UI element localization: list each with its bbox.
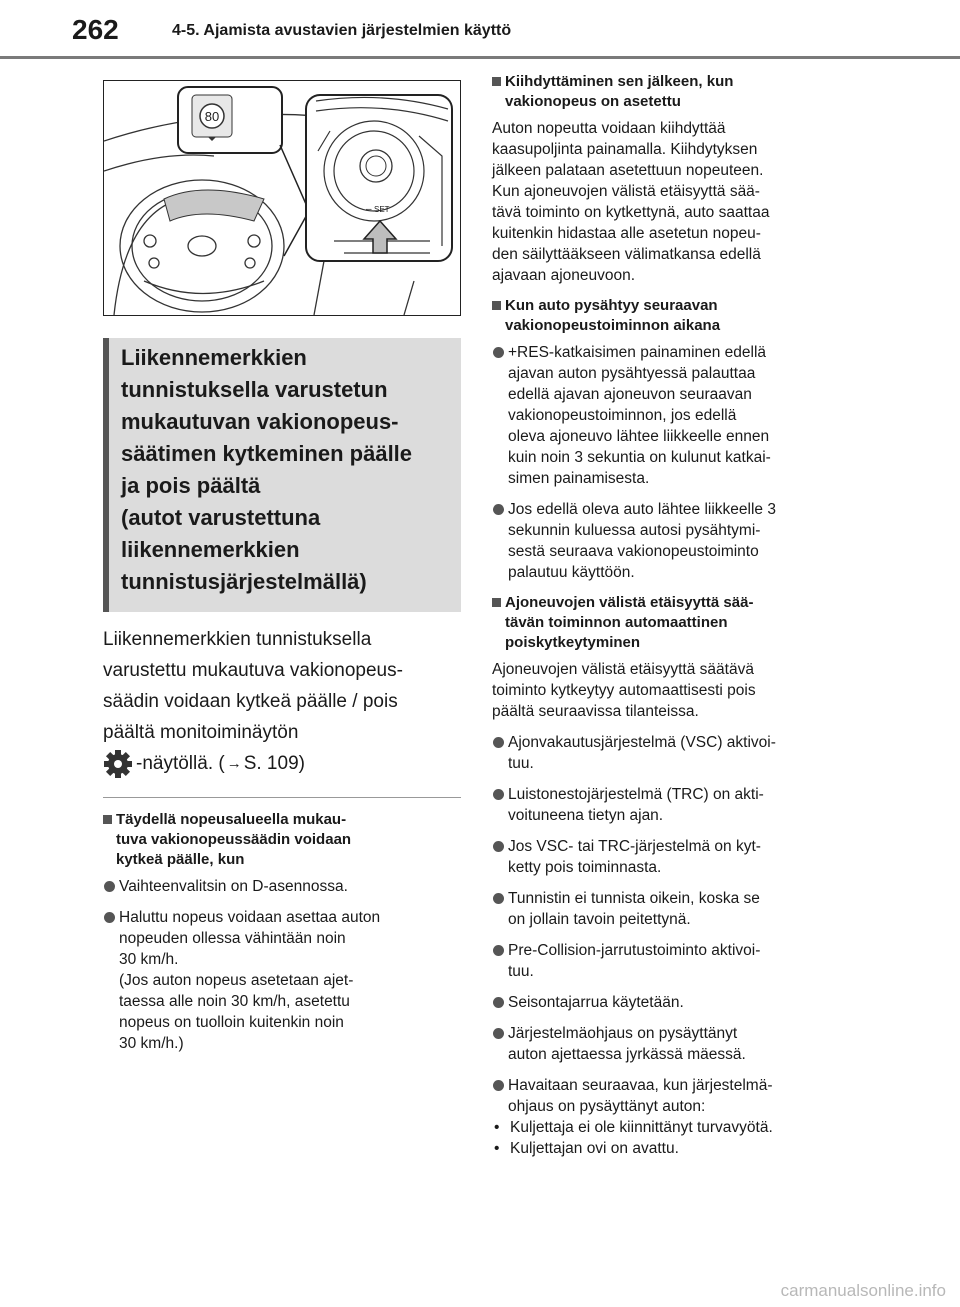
round-bullet-icon <box>493 789 504 800</box>
heading-line: mukautuvan vakionopeus- <box>121 409 399 434</box>
list-item-text: taessa alle noin 30 km/h, asetettu <box>119 993 350 1010</box>
dot-marker: • <box>494 1119 500 1136</box>
round-bullet-icon <box>493 1028 504 1039</box>
dashboard-illustration <box>103 80 461 316</box>
set-minus: – <box>366 204 372 215</box>
paragraph-line: päältä seuraavissa tilanteissa. <box>492 703 699 720</box>
paragraph-line: Kun ajoneuvojen välistä etäisyyttä sää- <box>492 183 760 200</box>
list-item-text: vakionopeustoiminnon, jos edellä <box>508 407 737 424</box>
list-item-text: ohjaus on pysäyttänyt auton: <box>508 1098 706 1115</box>
heading-text: Kun auto pysähtyy seuraavan <box>505 297 718 314</box>
list-item <box>492 992 852 1013</box>
speed-value: 80 <box>204 109 220 124</box>
heading-text: Ajoneuvojen välistä etäisyyttä sää- <box>505 594 754 611</box>
round-bullet-icon <box>493 893 504 904</box>
list-item <box>492 342 852 489</box>
intro-line: varustettu mukautuva vakionopeus- <box>103 660 403 681</box>
paragraph-line: Auton nopeutta voidaan kiihdyttää <box>492 120 726 137</box>
section-title: 4-5. Ajamista avustavien järjestelmien käyttö <box>172 22 512 39</box>
list-item-text: Tunnistin ei tunnista oikein, koska se <box>508 890 760 907</box>
list-item-text: (Jos auton nopeus asetetaan ajet- <box>119 972 354 989</box>
arrow-icon: → <box>226 755 242 772</box>
round-bullet-icon <box>493 347 504 358</box>
section-divider <box>103 797 461 798</box>
sub-list-item-text: Kuljettajan ovi on avattu. <box>510 1140 679 1157</box>
heading-text: Täydellä nopeusalueella mukau- <box>116 811 347 828</box>
heading-box <box>103 338 461 612</box>
list-item <box>492 1023 852 1065</box>
dashboard-drawing <box>104 81 460 315</box>
list-item-text: tuu. <box>508 755 534 772</box>
list-item-text: simen painamisesta. <box>508 470 650 487</box>
list-item-text: sestä seuraava vakionopeustoiminto <box>508 543 759 560</box>
paragraph-line: kuitenkin hidastaa alle asetetun nopeu- <box>492 225 761 242</box>
list-item-text: Haluttu nopeus voidaan asettaa auton <box>119 909 381 926</box>
intro-text <box>103 624 461 779</box>
settings-reference-line <box>103 748 461 779</box>
paragraph <box>492 118 852 286</box>
header-rule <box>0 56 960 59</box>
heading-text: Kiihdyttäminen sen jälkeen, kun <box>505 73 734 90</box>
intro-line: Liikennemerkkien tunnistuksella <box>103 629 372 650</box>
heading-text: tuva vakionopeussäädin voidaan <box>116 831 352 848</box>
list-item <box>103 876 461 897</box>
paragraph <box>492 659 852 722</box>
paragraph-line: toiminto kytkeytyy automaattisesti pois <box>492 682 756 699</box>
intro-line: päältä monitoiminäytön <box>103 722 299 743</box>
list-item-text: edellä ajavan ajoneuvon seuraavan <box>508 386 752 403</box>
round-bullet-icon <box>493 504 504 515</box>
list-item <box>492 499 852 583</box>
round-bullet-icon <box>104 881 115 892</box>
list-item-text: Luistonestojärjestelmä (TRC) on akti- <box>508 786 764 803</box>
list-item <box>103 907 461 1054</box>
watermark: carmanualsonline.info <box>780 1281 946 1300</box>
section-heading <box>103 810 461 870</box>
list-item-text: sekunnin kuluessa autosi pysähtymi- <box>508 522 761 539</box>
list-item-text: Järjestelmäohjaus on pysäyttänyt <box>508 1025 738 1042</box>
left-column <box>103 80 461 1064</box>
round-bullet-icon <box>493 737 504 748</box>
list-item-text: 30 km/h.) <box>119 1035 184 1052</box>
heading-text: vakionopeus on asetettu <box>505 93 681 110</box>
right-column <box>492 72 852 1159</box>
list-item-text: voituneena tietyn ajan. <box>508 807 664 824</box>
settings-suffix: -näytöllä. ( <box>136 753 225 774</box>
list-item-text: palautuu käyttöön. <box>508 564 635 581</box>
list-item-text: Seisontajarrua käytetään. <box>508 994 684 1011</box>
list-item-text: auton ajettaessa jyrkässä mäessä. <box>508 1046 746 1063</box>
heading-line: Liikennemerkkien <box>121 345 307 370</box>
square-bullet-icon <box>492 77 501 86</box>
sub-list-item <box>492 1117 852 1138</box>
heading-line: säätimen kytkeminen päälle <box>121 441 413 466</box>
round-bullet-icon <box>493 841 504 852</box>
square-bullet-icon <box>103 815 112 824</box>
square-bullet-icon <box>492 301 501 310</box>
list-item-text: Havaitaan seuraavaa, kun järjestelmä- <box>508 1077 773 1094</box>
square-bullet-icon <box>492 598 501 607</box>
round-bullet-icon <box>493 945 504 956</box>
heading-line: liikennemerkkien <box>121 537 300 562</box>
list-item <box>492 732 852 774</box>
heading-line: tunnistusjärjestelmällä) <box>121 569 367 594</box>
heading-line: tunnistuksella varustetun <box>121 377 388 402</box>
list-item-text: oleva ajoneuvo lähtee liikkeelle ennen <box>508 428 770 445</box>
round-bullet-icon <box>493 997 504 1008</box>
list-item <box>492 940 852 982</box>
list-item <box>492 888 852 930</box>
section-heading <box>492 72 852 112</box>
list-item-text: Pre-Collision-jarrutustoiminto aktivoi- <box>508 942 761 959</box>
heading-text: poiskytkeytyminen <box>505 634 641 651</box>
list-item-text: tuu. <box>508 963 534 980</box>
list-item-text: ajavan auton pysähtyessä palauttaa <box>508 365 756 382</box>
heading-text: vakionopeustoiminnon aikana <box>505 317 721 334</box>
heading-line: (autot varustettuna <box>121 505 321 530</box>
intro-line: säädin voidaan kytkeä päälle / pois <box>103 691 398 712</box>
list-item <box>492 1075 852 1117</box>
list-item-text: on jollain tavoin peitettynä. <box>508 911 691 928</box>
section-heading <box>492 593 852 653</box>
list-item-text: kuin noin 3 sekuntia on kulunut katkai- <box>508 449 771 466</box>
list-item-text: Vaihteenvalitsin on D-asennossa. <box>119 878 348 895</box>
dot-marker: • <box>494 1140 500 1157</box>
list-item-text: ketty pois toiminnasta. <box>508 859 662 876</box>
paragraph-line: tävä toiminto on kytkettynä, auto saattaa <box>492 204 770 221</box>
paragraph-line: kaasupoljinta painamalla. Kiihdytyksen <box>492 141 758 158</box>
list-item-text: nopeus on tuolloin kuitenkin noin <box>119 1014 344 1031</box>
sub-list-item-text: Kuljettaja ei ole kiinnittänyt turvavyötä. <box>510 1119 773 1136</box>
page-number: 262 <box>72 14 119 45</box>
list-item-text: nopeuden ollessa vähintään noin <box>119 930 346 947</box>
heading-text: tävän toiminnon automaattinen <box>505 614 728 631</box>
paragraph-line: ajavaan ajoneuvoon. <box>492 267 636 284</box>
list-item-text: Jos VSC- tai TRC-järjestelmä on kyt- <box>508 838 761 855</box>
list-item-text: Jos edellä oleva auto lähtee liikkeelle 3 <box>508 501 776 518</box>
gear-icon <box>103 749 133 779</box>
paragraph-line: jälkeen palataan asetettuun nopeuteen. <box>492 162 764 179</box>
page-reference-link[interactable]: S. 109) <box>243 753 305 774</box>
round-bullet-icon <box>493 1080 504 1091</box>
round-bullet-icon <box>104 912 115 923</box>
section-heading <box>492 296 852 336</box>
list-item-text: +RES-katkaisimen painaminen edellä <box>508 344 767 361</box>
list-item-text: Ajonvakautusjärjestelmä (VSC) aktivoi- <box>508 734 776 751</box>
sub-list-item <box>492 1138 852 1159</box>
list-item <box>492 836 852 878</box>
paragraph-line: den säilyttääkseen välimatkansa edellä <box>492 246 761 263</box>
list-item <box>492 784 852 826</box>
list-item-text: 30 km/h. <box>119 951 179 968</box>
paragraph-line: Ajoneuvojen välistä etäisyyttä säätävä <box>492 661 754 678</box>
heading-line: ja pois päältä <box>121 473 261 498</box>
heading-text: kytkeä päälle, kun <box>116 851 245 868</box>
set-label: SET <box>374 205 390 214</box>
